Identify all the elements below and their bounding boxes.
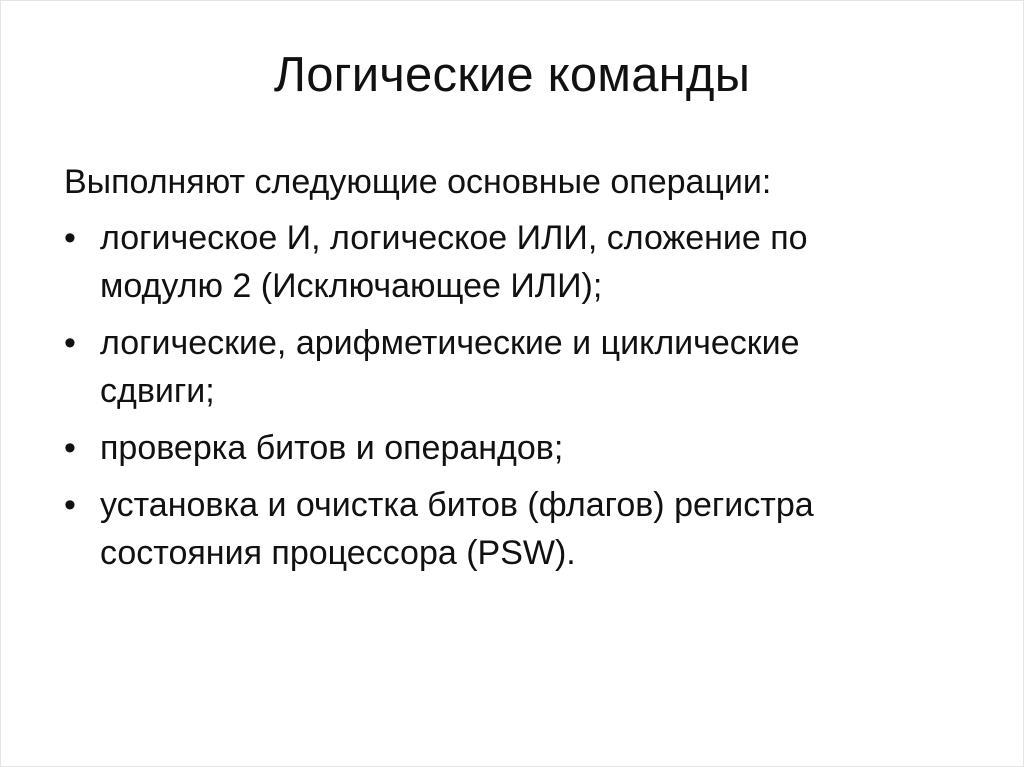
list-item	[64, 481, 964, 577]
slide-body	[64, 158, 964, 586]
bullet-text: логические, арифметические и циклические сдвиги;	[100, 324, 800, 410]
list-item	[64, 424, 964, 472]
slide-title: Логические команды	[273, 48, 751, 102]
bullet-text: установка и очистка битов (флагов) регистра состояния процессора (PSW).	[100, 486, 814, 572]
bullet-icon: •	[64, 429, 76, 467]
bullet-text: проверка битов и операндов;	[100, 429, 564, 467]
intro-text: Выполняют следующие основные операции:	[64, 163, 772, 201]
bullet-icon: •	[64, 219, 76, 257]
bullet-list	[64, 214, 964, 577]
list-item	[64, 214, 964, 310]
bullet-icon: •	[64, 324, 76, 362]
bullet-icon: •	[64, 486, 76, 524]
list-item	[64, 319, 964, 415]
bullet-text: логическое И, логическое ИЛИ, сложение по модулю 2 (Исключающее ИЛИ);	[100, 219, 808, 305]
